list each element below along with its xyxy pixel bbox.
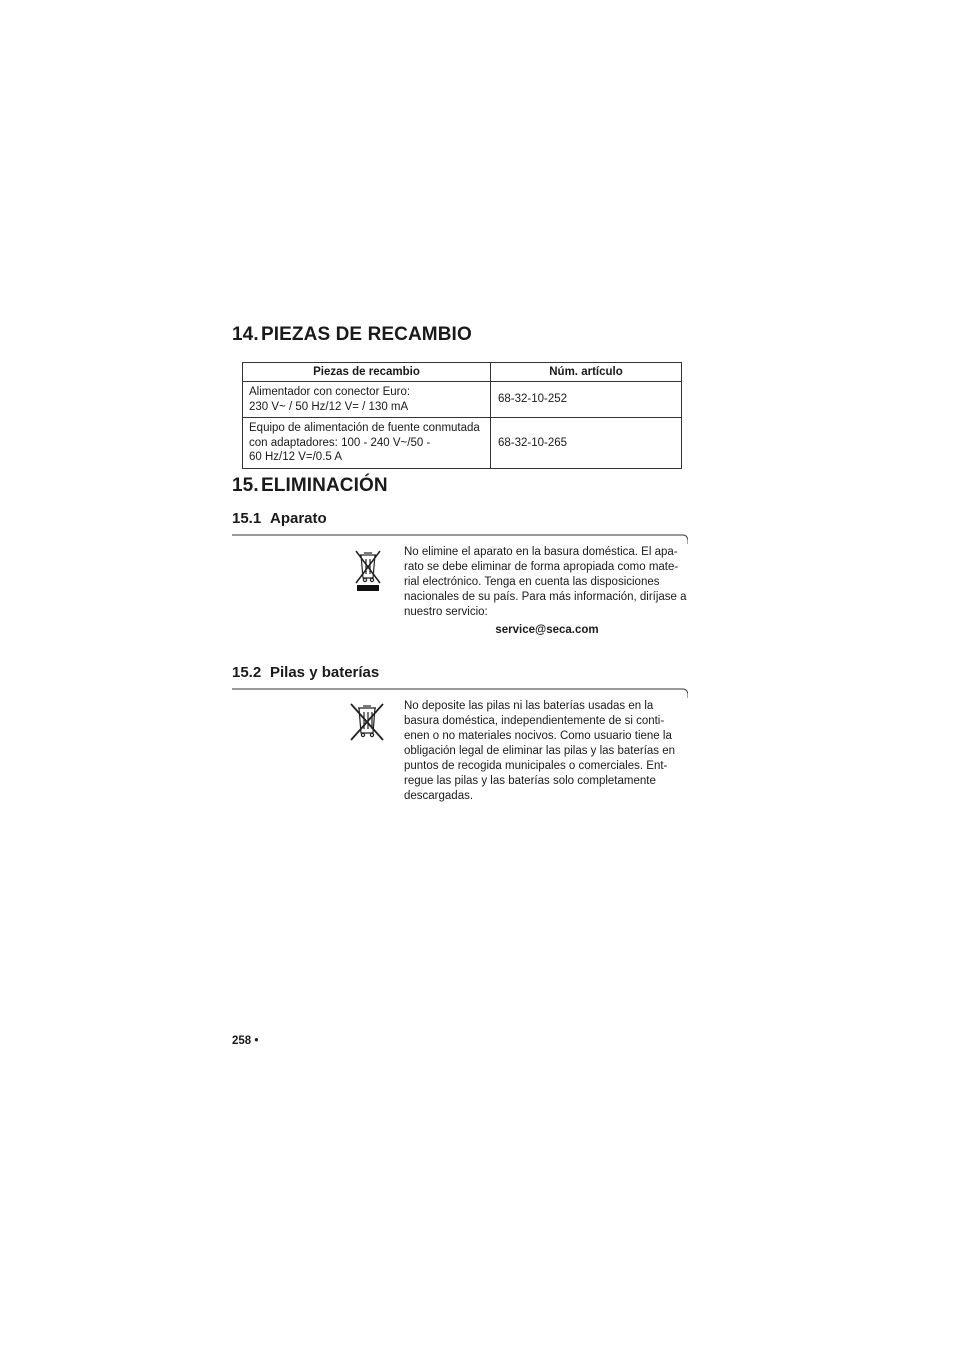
part-description-line: 60 Hz/12 V=/0.5 A [249, 451, 343, 463]
header-article-number: Núm. artículo [491, 363, 682, 382]
crossed-out-battery-bin-icon [348, 702, 386, 742]
header-spare-parts: Piezas de recambio [243, 363, 491, 382]
text-line: nacionales de su país. Para más información, diríjase a [404, 591, 687, 603]
text-line: obligación legal de eliminar las pilas y las baterías en [404, 745, 676, 757]
table-header-row [243, 363, 682, 382]
text-line: descargadas. [404, 790, 474, 802]
table-row [243, 382, 682, 418]
text-line: No elimine el aparato en la basura doméstica. El apa- [404, 546, 678, 558]
table-row [243, 418, 682, 469]
text-line: enen o no materiales nocivos. Como usuario tiene la [404, 730, 672, 742]
section-15-number: 15. [232, 475, 259, 496]
subsection-15-2-number: 15.2 [232, 664, 262, 681]
subsection-15-1-title: Aparato [270, 510, 327, 527]
disposal-device-text [404, 545, 694, 620]
section-15-title: ELIMINACIÓN [261, 475, 388, 496]
subsection-15-1-heading [232, 510, 327, 527]
disposal-batteries-text [404, 699, 694, 804]
section-14-title: PIEZAS DE RECAMBIO [261, 324, 472, 345]
subsection-15-1-number: 15.1 [232, 510, 262, 527]
text-line: regue las pilas y las baterías solo completamente [404, 775, 656, 787]
section-divider [232, 688, 688, 698]
part-description [243, 418, 491, 469]
crossed-out-bin-icon [354, 548, 382, 592]
svg-text:Li: Li [364, 719, 370, 725]
page-number: 258 • [232, 1035, 259, 1047]
part-number: 68-32-10-252 [491, 382, 682, 418]
part-description-line: 230 V~ / 50 Hz/12 V= / 130 mA [249, 400, 409, 413]
text-line: rato se debe eliminar de forma apropiada como mate- [404, 561, 679, 573]
part-number: 68-32-10-265 [491, 418, 682, 469]
text-line: rial electrónico. Tenga en cuenta las disposiciones [404, 576, 660, 588]
section-14-number: 14. [232, 324, 259, 345]
part-description-line: Alimentador con conector Euro: [249, 386, 411, 398]
part-description-line: Equipo de alimentación de fuente conmutada [249, 422, 480, 434]
section-14-heading [232, 324, 472, 346]
section-divider [232, 534, 688, 544]
text-line: basura doméstica, independientemente de si conti- [404, 715, 665, 727]
service-email: service@seca.com [495, 624, 599, 636]
part-description [243, 382, 491, 418]
spare-parts-table [242, 362, 682, 469]
subsection-15-2-title: Pilas y baterías [270, 664, 380, 681]
text-line: No deposite las pilas ni las baterías usadas en la [404, 700, 654, 712]
text-line: nuestro servicio: [404, 606, 488, 618]
subsection-15-2-heading [232, 664, 379, 681]
section-15-heading [232, 475, 388, 497]
part-description-line: con adaptadores: 100 - 240 V~/50 - [249, 436, 431, 449]
text-line: puntos de recogida municipales o comerciales. Ent- [404, 760, 668, 772]
